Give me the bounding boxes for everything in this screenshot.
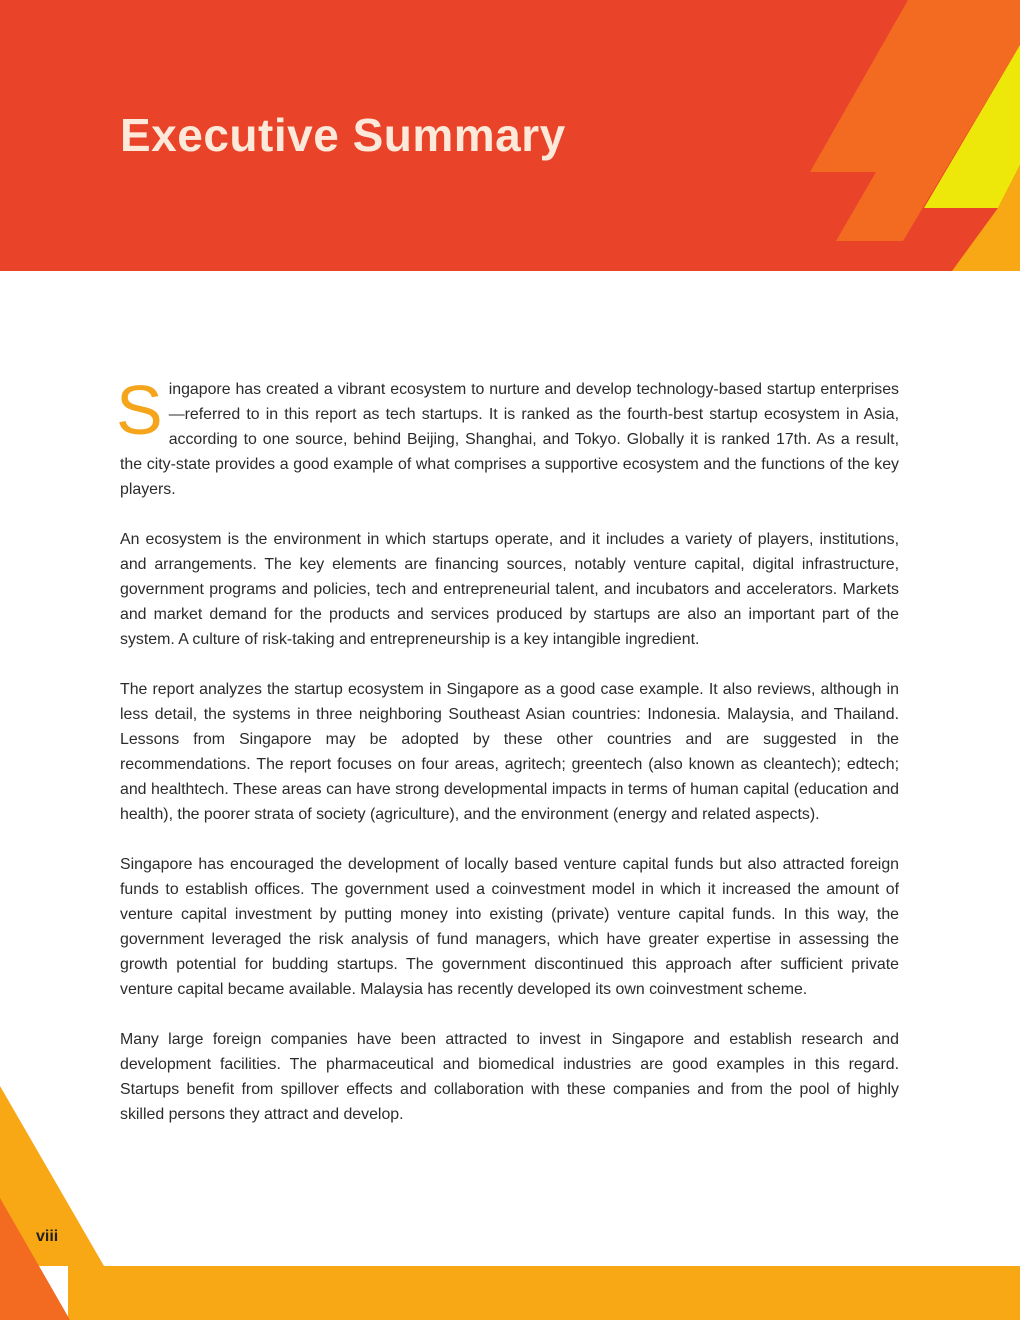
paragraph-4: Singapore has encouraged the development of locally based venture capital funds but also attracted foreign funds to establish offices. The government used a coinvestment model in which it increased the amount of venture capital investment by putting money into existing (private) venture capital funds. In this way, the government leveraged the risk analysis of fund managers, which have greater expertise in assessing the growth potential for budding startups. The government discontinued this approach after sufficient private venture capital became available. Malaysia has recently developed its own coinvestment scheme. <box>120 856 899 998</box>
page-title: Executive Summary <box>120 109 566 161</box>
paragraph-2: An ecosystem is the environment in which startups operate, and it includes a variety of players, institutions, and arrangements. The key elements are financing sources, notably venture capital, digital infrastructure, government programs and policies, tech and entrepreneurial talent, and incubators and accelerators. Markets and market demand for the products and services produced by startups are also an important part of the system. A culture of risk-taking and entrepreneurship is a key intangible ingredient. <box>120 531 899 648</box>
drop-cap: S <box>116 371 163 449</box>
paragraph-1 <box>116 371 899 502</box>
paragraph-3: The report analyzes the startup ecosystem in Singapore as a good case example. It also reviews, although in less detail, the systems in three neighboring Southeast Asian countries: Indonesia. Malaysia, and Thailand. Lessons from Singapore may be adopted by these other countries and are suggested in the recommendations. The report focuses on four areas, agritech; greentech (also known as cleantech); edtech; and healthtech. These areas can have strong developmental impacts in terms of human capital (education and health), the poorer strata of society (agriculture), and the environment (energy and related aspects). <box>120 681 899 823</box>
paragraph-1-text: ingapore has created a vibrant ecosystem to nurture and develop technology-based startup enterprises—referred to in this report as tech startups. It is ranked as the fourth-best startup ecosystem in Asia, according to one source, behind Beijing, Shanghai, and Tokyo. Globally it is ranked 17th. As a result, the city-state provides a good example of what comprises a supportive ecosystem and the functions of the key players. <box>120 381 899 498</box>
header-banner <box>0 0 1020 271</box>
summary-body <box>116 371 899 1152</box>
footer-amber-bar <box>68 1266 1020 1320</box>
page-number: viii <box>36 1228 59 1245</box>
paragraph-5: Many large foreign companies have been attracted to invest in Singapore and establish research and development facilities. The pharmaceutical and biomedical industries are good examples in this regard. Startups benefit from spillover effects and collaboration with these companies and from the pool of highly skilled persons they attract and develop. <box>120 1031 899 1123</box>
footer-decoration <box>0 1080 1020 1320</box>
